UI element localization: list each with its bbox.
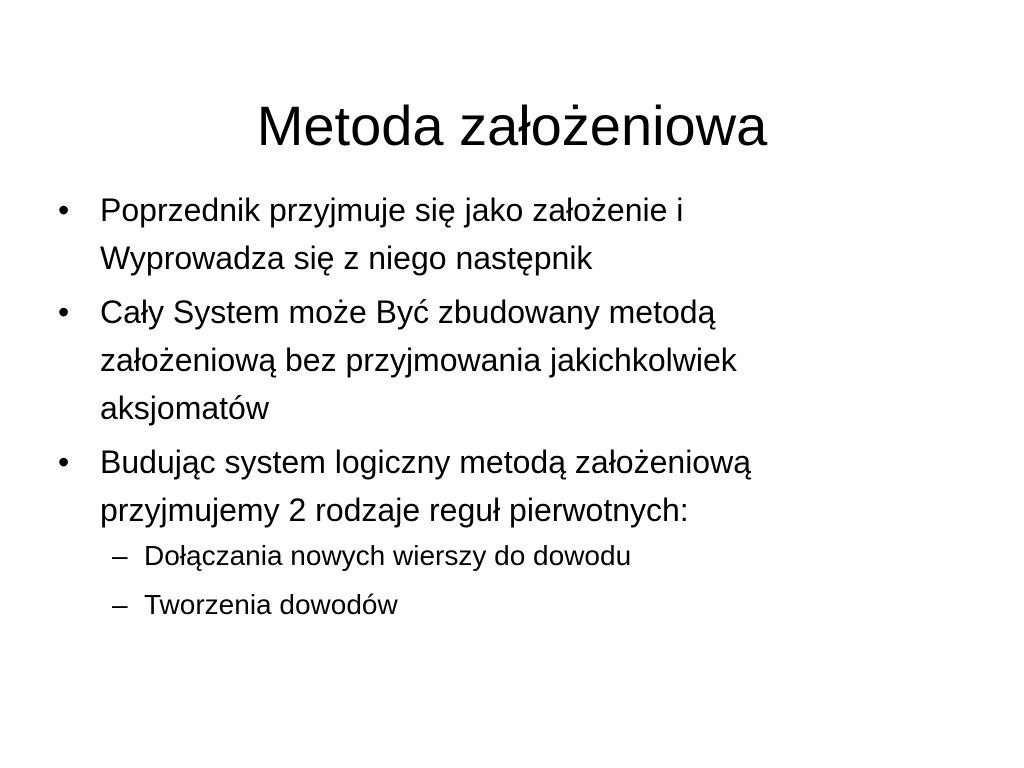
bullet-item bbox=[56, 288, 956, 432]
slide-title: Metoda założeniowa bbox=[256, 94, 768, 157]
bullet-text-line: Budując system logiczny metodą założeniową bbox=[100, 444, 751, 480]
bullet-item bbox=[56, 438, 956, 625]
bullet-text-line: Wyprowadza się z niego następnik bbox=[100, 240, 593, 276]
sub-bullet-text: Dołączania nowych wierszy do dowodu bbox=[144, 540, 632, 571]
bullet-text-line: Poprzednik przyjmuje się jako założenie i bbox=[100, 192, 684, 228]
sub-bullet-marker: – bbox=[112, 540, 128, 571]
bullet-marker: • bbox=[58, 444, 70, 480]
sub-bullet-item bbox=[100, 585, 956, 625]
bullet-text-line: Cały System może Być zbudowany metodą bbox=[100, 294, 716, 330]
bullet-marker: • bbox=[58, 192, 70, 228]
sub-bullet-text: Tworzenia dowodów bbox=[144, 589, 398, 620]
bullet-text-line: przyjmujemy 2 rodzaje reguł pierwotnych: bbox=[100, 492, 689, 528]
bullet-marker: • bbox=[58, 294, 70, 330]
bullet-text-line: aksjomatów bbox=[100, 390, 269, 426]
sub-bullet-item bbox=[100, 536, 956, 576]
bullet-text-line: założeniową bez przyjmowania jakichkolwiek bbox=[100, 342, 737, 378]
sub-bullet-marker: – bbox=[112, 589, 128, 620]
bullet-list bbox=[56, 186, 956, 634]
sub-bullet-list bbox=[100, 536, 956, 625]
bullet-item bbox=[56, 186, 956, 282]
